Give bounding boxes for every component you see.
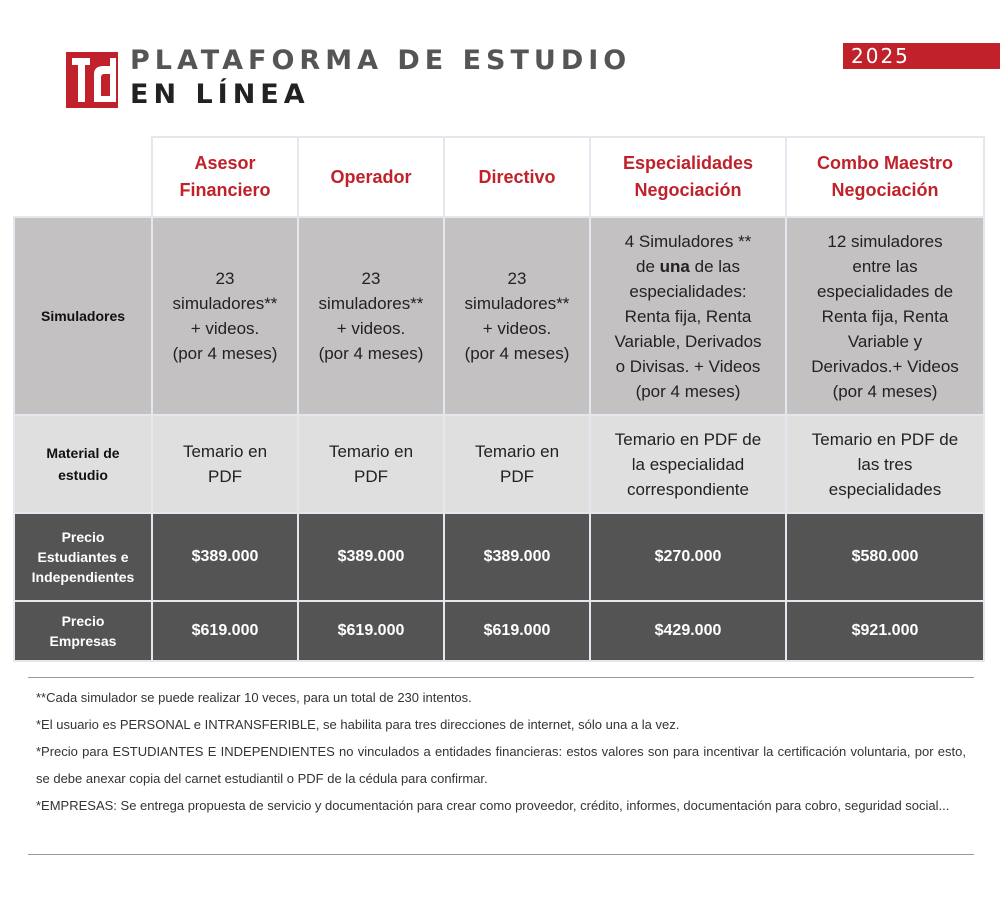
- row-label: Simuladores: [14, 217, 152, 415]
- price-cell: $389.000: [152, 513, 298, 601]
- price-cell: $619.000: [444, 601, 590, 661]
- price-cell: $921.000: [786, 601, 984, 661]
- row-label: Precio Empresas: [14, 601, 152, 661]
- table-cell: Temario en PDF: [152, 415, 298, 513]
- table-cell: 4 Simuladores ** de una de las especialidades: Renta fija, Renta Variable, Derivados o Divisas. + Videos (por 4 meses): [590, 217, 786, 415]
- price-cell: $619.000: [152, 601, 298, 661]
- plan-header: Operador: [298, 137, 444, 217]
- table-cell: Temario en PDF: [298, 415, 444, 513]
- table-cell: Temario en PDF de la especialidad correspondiente: [590, 415, 786, 513]
- price-cell: $270.000: [590, 513, 786, 601]
- title-line-2: EN LÍNEA: [130, 79, 310, 110]
- footnote: *Precio para ESTUDIANTES E INDEPENDIENTES no vinculados a entidades financieras: estos valores son para incentivar la certificación voluntaria, por esto, se debe anexar copia del carnet estudiantil o PDF de la cédula para confirmar.: [36, 744, 966, 786]
- title-line-1: PLATAFORMA DE ESTUDIO: [130, 45, 632, 76]
- table-cell: Temario en PDF: [444, 415, 590, 513]
- footnotes: [28, 677, 974, 855]
- price-cell: $389.000: [444, 513, 590, 601]
- header-corner: [14, 137, 152, 217]
- table-cell: 23 simuladores** + videos. (por 4 meses): [298, 217, 444, 415]
- price-cell: $429.000: [590, 601, 786, 661]
- footnote: **Cada simulador se puede realizar 10 veces, para un total de 230 intentos.: [36, 690, 472, 705]
- plan-header-row: [14, 137, 984, 217]
- simuladores-row: [14, 217, 984, 415]
- footnote: *EMPRESAS: Se entrega propuesta de servicio y documentación para crear como proveedor, crédito, informes, documentación para cobro, seguridad social...: [36, 798, 950, 813]
- price-cell: $389.000: [298, 513, 444, 601]
- table-cell: 23 simuladores** + videos. (por 4 meses): [444, 217, 590, 415]
- footnote: *El usuario es PERSONAL e INTRANSFERIBLE, se habilita para tres direcciones de internet, sólo una a la vez.: [36, 717, 680, 732]
- row-label: Precio Estudiantes e Independientes: [14, 513, 152, 601]
- price-cell: $619.000: [298, 601, 444, 661]
- table-cell: 23 simuladores** + videos. (por 4 meses): [152, 217, 298, 415]
- year-badge: 2025: [843, 43, 1000, 69]
- table-cell: Temario en PDF de las tres especialidades: [786, 415, 984, 513]
- plan-header: Especialidades Negociación: [590, 137, 786, 217]
- price-cell: $580.000: [786, 513, 984, 601]
- page-title: [130, 44, 631, 112]
- plan-header: Combo Maestro Negociación: [786, 137, 984, 217]
- plan-header: Directivo: [444, 137, 590, 217]
- table-cell: 12 simuladores entre las especialidades de Renta fija, Renta Variable y Derivados.+ Videos (por 4 meses): [786, 217, 984, 415]
- td-logo: [66, 52, 118, 108]
- simuladores-una-line: de una de las: [636, 256, 740, 276]
- precio-estudiantes-row: [14, 513, 984, 601]
- plan-header: Asesor Financiero: [152, 137, 298, 217]
- material-row: [14, 415, 984, 513]
- pricing-table: [13, 136, 985, 662]
- row-label: Material de estudio: [14, 415, 152, 513]
- precio-empresas-row: [14, 601, 984, 661]
